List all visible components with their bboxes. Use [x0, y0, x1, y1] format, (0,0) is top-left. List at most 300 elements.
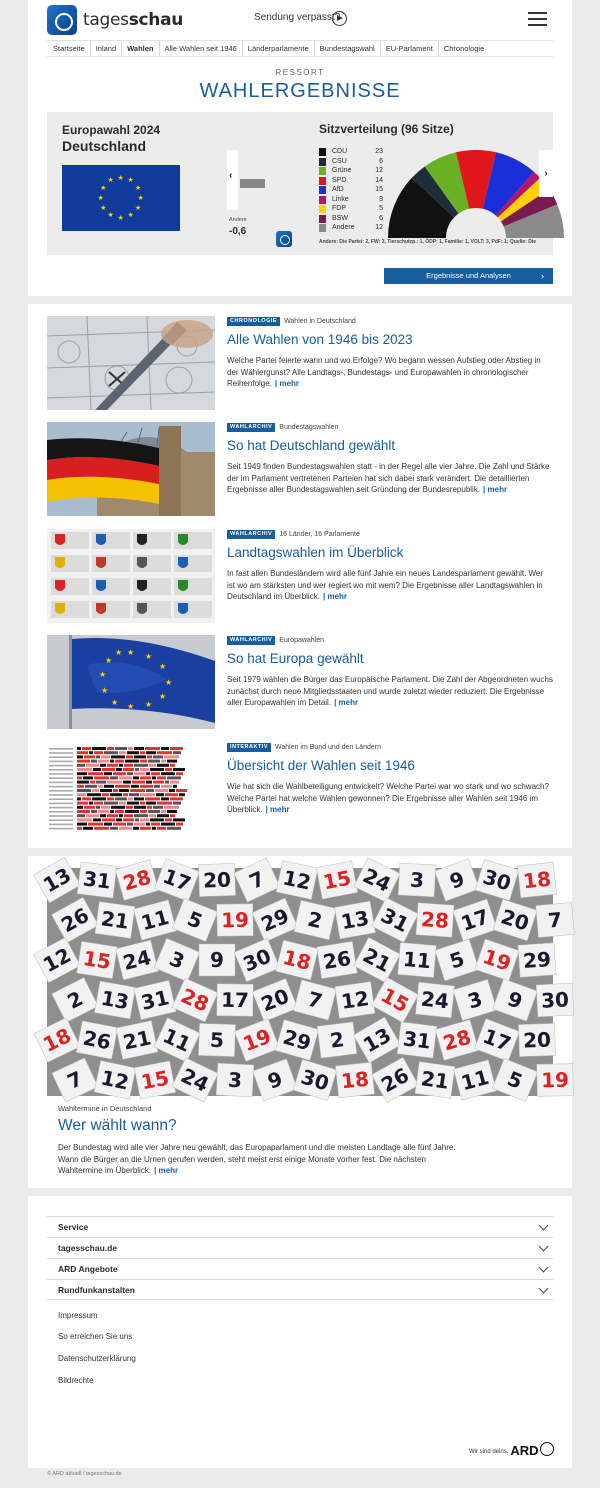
legend-party-name: Andere: [332, 224, 355, 231]
subnav-chronologie[interactable]: Chronologie: [443, 44, 485, 53]
coat-of-arms-icon: [55, 534, 65, 545]
svg-text:★: ★: [145, 652, 153, 661]
calendar-sheet: [198, 863, 235, 896]
row-segment-mark: [115, 785, 130, 788]
accordion-ard-angebote[interactable]: ARD Angebote: [47, 1258, 553, 1279]
bigcard-text: Der Bundestag wird alle vier Jahre neu gewählt, das Europaparlament und die meisten Landtage alle fünf Jahre. Wann die Bürger an die Urnen gerufen werden, steht meist erst einige Monate vorher fest. Die nächsten Wahltermine im Überblick.: [58, 1143, 456, 1175]
svg-text:21: 21: [99, 906, 131, 934]
row-segment-mark: [77, 785, 84, 788]
svg-text:26: 26: [81, 1025, 113, 1055]
row-segment-mark: [161, 823, 175, 826]
ard-one-icon: [540, 1442, 554, 1456]
election-widget[interactable]: [47, 112, 553, 255]
row-segment-mark: [77, 751, 88, 754]
row-segment-mark: [156, 793, 164, 796]
footer-link-kontakt[interactable]: So erreichen Sie uns: [58, 1332, 133, 1341]
svg-text:21: 21: [120, 1025, 154, 1055]
row-segment-mark: [152, 776, 156, 779]
row-segment-mark: [119, 776, 132, 779]
row-segment-mark: [115, 810, 124, 813]
calendar-sheet: [317, 941, 358, 978]
svg-text:21: 21: [359, 942, 395, 978]
legend-seat-count: 15: [375, 186, 383, 193]
row-label-mark: [49, 807, 73, 809]
svg-text:18: 18: [521, 866, 553, 894]
svg-text:9: 9: [446, 866, 468, 894]
row-segment-mark: [170, 747, 183, 750]
row-segment-mark: [127, 772, 133, 775]
row-segment-mark: [140, 751, 145, 754]
row-segment-mark: [161, 772, 175, 775]
row-segment-mark: [147, 806, 152, 809]
legend-swatch: [319, 186, 326, 194]
svg-text:2: 2: [305, 906, 325, 934]
row-segment-mark: [140, 793, 155, 796]
chevron-down-icon[interactable]: [539, 1263, 549, 1273]
svg-text:12: 12: [98, 1065, 132, 1095]
legend-row-cdu: [319, 147, 383, 157]
svg-text:20: 20: [498, 904, 532, 936]
svg-text:★: ★: [145, 700, 153, 709]
row-segment-mark: [124, 764, 133, 767]
star-icon: ★: [117, 214, 124, 222]
calendar-sheet: [415, 1062, 455, 1099]
accordion-tagesschau[interactable]: tagesschau.de: [47, 1237, 553, 1258]
article-tag: WAHLARCHIV: [227, 423, 275, 432]
row-label-mark: [49, 756, 73, 758]
article-teaser[interactable]: [47, 529, 553, 625]
row-segment-mark: [93, 818, 101, 821]
legend-swatch: [319, 177, 326, 185]
bigcard-title[interactable]: Wer wählt wann?: [58, 1117, 177, 1134]
row-segment-mark: [164, 806, 179, 809]
row-segment-mark: [134, 755, 146, 758]
svg-text:20: 20: [522, 1027, 552, 1053]
row-segment-mark: [90, 781, 95, 784]
star-icon: ★: [100, 204, 107, 212]
row-segment-mark: [77, 802, 88, 805]
row-segment-mark: [100, 789, 112, 792]
mehr-link[interactable]: | mehr: [265, 805, 290, 814]
row-segment-mark: [123, 818, 134, 821]
eu-flag-image[interactable]: [47, 635, 215, 729]
article-text: Wie hat sich die Wahlbeteiligung entwickelt? Welche Partei war wo stark und wo schwach? Welche Partei hat welche Wahlen gewonnen? Die Ergebnisse aller Wahlen seit 1946 im Überblick.: [227, 782, 549, 814]
andere-bar: [240, 179, 265, 188]
row-segment-mark: [77, 818, 92, 821]
row-segment-mark: [153, 806, 163, 809]
row-segment-mark: [146, 823, 150, 826]
row-segment-mark: [152, 827, 156, 830]
row-segment-mark: [167, 776, 181, 779]
footer-link-impressum[interactable]: Impressum: [58, 1311, 98, 1320]
row-segment-mark: [85, 785, 97, 788]
ard-logo[interactable]: Wir sind deins. ARD: [469, 1442, 554, 1458]
footer-link-bildrechte[interactable]: Bildrechte: [58, 1376, 94, 1385]
svg-text:★: ★: [105, 656, 113, 665]
svg-text:2: 2: [328, 1027, 346, 1053]
row-segment-mark: [113, 772, 126, 775]
row-segment-mark: [104, 823, 112, 826]
row-segment-mark: [161, 760, 166, 763]
row-segment-mark: [110, 760, 114, 763]
tagesschau-logo-icon[interactable]: [47, 5, 77, 35]
mehr-link[interactable]: | mehr: [274, 379, 299, 388]
row-segment-mark: [140, 827, 151, 830]
row-segment-mark: [127, 751, 139, 754]
svg-text:5: 5: [209, 1027, 225, 1053]
svg-text:19: 19: [540, 1067, 570, 1093]
accordion-service[interactable]: Service: [47, 1216, 553, 1237]
subnav-startseite[interactable]: Startseite: [47, 41, 91, 56]
row-segment-mark: [110, 776, 118, 779]
row-segment-mark: [77, 823, 87, 826]
row-segment-mark: [115, 747, 127, 750]
reichstag-flag-image[interactable]: [47, 422, 215, 516]
row-segment-mark: [116, 768, 122, 771]
calendar-sheet: [537, 1064, 574, 1097]
legend-swatch: [319, 158, 326, 166]
ressort-label: RESSORT: [275, 68, 325, 77]
row-segment-mark: [179, 793, 185, 796]
row-segment-mark: [173, 802, 181, 805]
subnav-eu-parlament[interactable]: EU-Parlament: [381, 41, 439, 56]
coat-of-arms-icon: [137, 580, 147, 591]
row-segment-mark: [94, 751, 103, 754]
row-segment-mark: [140, 776, 151, 779]
row-segment-mark: [89, 802, 93, 805]
calendar-sheet: [415, 982, 454, 1018]
page-title: WAHLERGEBNISSE: [199, 80, 401, 102]
mehr-link[interactable]: | mehr: [154, 1166, 179, 1175]
sendung-verpasst-link[interactable]: Sendung verpasst?: [254, 12, 341, 23]
article-title[interactable]: So hat Deutschland gewählt: [227, 438, 396, 453]
row-segment-mark: [151, 772, 160, 775]
star-icon: ★: [127, 211, 134, 219]
calendar-sheet: [94, 981, 135, 1019]
chevron-down-icon[interactable]: [539, 1242, 549, 1252]
row-segment-mark: [77, 827, 82, 830]
legend-party-name: AfD: [332, 186, 344, 193]
subnav-bundestagswahl[interactable]: Bundestagswahl: [315, 41, 381, 56]
row-segment-mark: [119, 789, 129, 792]
ergebnisse-analysen-button[interactable]: [384, 268, 553, 284]
article-text: Seit 1979 wählen die Bürger das Europäische Parlament. Die Zahl der Abgeordneten wuchs zunächst durch neue Mitgliedsstaaten und wurde zuletzt wieder reduziert. Die Ergebnisse aller Europawahlen im Detail.: [227, 675, 553, 707]
ballot-image[interactable]: [47, 316, 215, 410]
row-segment-mark: [107, 797, 114, 800]
article-meta: Wahlen im Bund und den Ländern: [275, 744, 381, 751]
calendar-sheet: [398, 863, 436, 897]
calendar-numbers-image[interactable]: [38, 862, 570, 1098]
row-segment-mark: [157, 776, 166, 779]
row-segment-mark: [123, 768, 134, 771]
chevron-down-icon[interactable]: [539, 1221, 549, 1231]
row-segment-mark: [146, 781, 152, 784]
legend-row-grüne: [319, 166, 383, 176]
legend-row-spd: [319, 176, 383, 186]
row-segment-mark: [173, 785, 177, 788]
article-title[interactable]: Landtagswahlen im Überblick: [227, 545, 404, 560]
svg-text:24: 24: [177, 1063, 213, 1097]
svg-text:26: 26: [321, 945, 353, 975]
row-segment-mark: [93, 768, 101, 771]
calendar-sheet: [217, 984, 254, 1017]
calendar-sheet: [199, 944, 235, 976]
mehr-link[interactable]: | mehr: [334, 698, 359, 707]
row-segment-mark: [126, 806, 133, 809]
svg-text:31: 31: [81, 866, 113, 894]
play-icon[interactable]: [332, 11, 347, 26]
calendar-sheet: [198, 1023, 235, 1056]
legend-swatch: [319, 224, 326, 232]
star-icon: ★: [97, 194, 104, 202]
legend-party-name: FDP: [332, 205, 346, 212]
svg-text:3: 3: [464, 986, 486, 1014]
bigcard-meta: Wahltermine in Deutschland: [58, 1104, 152, 1113]
row-segment-mark: [123, 781, 131, 784]
star-icon: ★: [107, 211, 114, 219]
row-segment-mark: [88, 823, 103, 826]
svg-text:28: 28: [440, 1024, 474, 1056]
svg-text:3: 3: [227, 1067, 243, 1093]
star-icon: ★: [134, 204, 142, 212]
row-segment-mark: [91, 810, 97, 813]
row-segment-mark: [104, 802, 118, 805]
svg-text:★: ★: [165, 678, 173, 687]
subnav-alle-wahlen[interactable]: Alle Wahlen seit 1946: [160, 41, 243, 56]
row-segment-mark: [133, 827, 139, 830]
row-segment-mark: [77, 793, 86, 796]
row-label-mark: [49, 773, 73, 775]
article-meta: 16 Länder, 16 Parlamente: [279, 531, 360, 538]
row-segment-mark: [127, 802, 139, 805]
svg-text:28: 28: [420, 907, 450, 933]
accordion-rundfunkanstalten[interactable]: Rundfunkanstalten: [47, 1279, 553, 1300]
star-icon: ★: [117, 174, 124, 182]
legend-seat-count: 5: [379, 205, 383, 212]
row-segment-mark: [125, 760, 139, 763]
svg-text:19: 19: [220, 907, 250, 933]
row-label-mark: [49, 761, 73, 763]
row-segment-mark: [110, 793, 122, 796]
coat-of-arms-icon: [178, 534, 188, 545]
svg-text:31: 31: [377, 902, 413, 938]
widget-subtitle: Deutschland: [62, 138, 147, 154]
star-icon: ★: [127, 177, 134, 185]
row-segment-mark: [140, 802, 145, 805]
article-title[interactable]: So hat Europa gewählt: [227, 651, 364, 666]
row-segment-mark: [86, 764, 99, 767]
row-segment-mark: [157, 814, 169, 817]
svg-text:13: 13: [38, 862, 76, 898]
calendar-sheet: [216, 1063, 254, 1097]
svg-text:11: 11: [402, 946, 432, 974]
chevron-right-icon: ›: [541, 271, 544, 281]
row-segment-mark: [148, 760, 160, 763]
sitzverteilung-title: Sitzverteilung (96 Sitze): [319, 122, 454, 136]
article-tag: WAHLARCHIV: [227, 530, 275, 539]
mehr-link[interactable]: | mehr: [483, 485, 508, 494]
row-segment-mark: [176, 789, 187, 792]
chevron-down-icon[interactable]: [539, 1284, 549, 1294]
row-segment-mark: [146, 802, 156, 805]
row-segment-mark: [157, 751, 172, 754]
svg-text:3: 3: [165, 946, 189, 974]
coat-of-arms-icon: [55, 557, 65, 568]
svg-text:18: 18: [280, 944, 314, 976]
row-segment-mark: [84, 755, 95, 758]
row-segment-mark: [110, 827, 118, 830]
row-segment-mark: [119, 764, 123, 767]
row-segment-mark: [102, 768, 115, 771]
article-teaser[interactable]: [47, 316, 553, 412]
row-segment-mark: [161, 747, 169, 750]
hamburger-icon[interactable]: [528, 12, 547, 26]
subnav-laenderparlamente[interactable]: Länderparlamente: [243, 41, 315, 56]
star-icon: ★: [107, 177, 114, 185]
row-label-mark: [49, 824, 73, 826]
svg-text:13: 13: [358, 1022, 396, 1058]
svg-text:29: 29: [257, 903, 293, 937]
row-segment-mark: [151, 823, 160, 826]
row-segment-mark: [170, 797, 183, 800]
legend-row-linke: [319, 195, 383, 205]
row-segment-mark: [92, 789, 99, 792]
row-segment-mark: [94, 776, 109, 779]
row-segment-mark: [134, 823, 145, 826]
svg-text:★: ★: [127, 648, 135, 657]
svg-text:17: 17: [479, 1023, 515, 1057]
row-label-mark: [49, 790, 73, 792]
row-segment-mark: [134, 814, 148, 817]
row-segment-mark: [83, 776, 93, 779]
row-segment-mark: [104, 751, 118, 754]
row-segment-mark: [165, 781, 169, 784]
svg-text:29: 29: [522, 947, 552, 973]
row-segment-mark: [155, 789, 168, 792]
legend-party-name: CDU: [332, 148, 348, 155]
row-segment-mark: [102, 818, 115, 821]
row-segment-mark: [134, 797, 144, 800]
coat-of-arms-icon: [96, 557, 106, 568]
legend-row-afd: [319, 185, 383, 195]
row-segment-mark: [145, 797, 160, 800]
legend-party-name: Grüne: [332, 167, 352, 174]
row-segment-mark: [84, 806, 95, 809]
article-teaser[interactable]: [47, 422, 553, 518]
row-segment-mark: [134, 806, 146, 809]
logo-text[interactable]: tagesschau: [83, 10, 184, 30]
row-segment-mark: [82, 747, 91, 750]
row-segment-mark: [104, 785, 114, 788]
row-segment-mark: [169, 789, 175, 792]
legend-row-andere: [319, 223, 383, 233]
coat-of-arms-icon: [137, 534, 147, 545]
row-label-mark: [49, 782, 73, 784]
chevron-left-icon[interactable]: ‹: [229, 170, 233, 181]
row-label-mark: [49, 798, 73, 800]
svg-text:★: ★: [101, 686, 109, 695]
legend-swatch: [319, 215, 326, 223]
row-segment-mark: [119, 751, 126, 754]
row-segment-mark: [77, 760, 90, 763]
state-coats-of-arms-image[interactable]: [47, 529, 215, 623]
svg-text:3: 3: [409, 867, 425, 893]
svg-text:12: 12: [39, 942, 75, 978]
legend-seat-count: 3: [379, 195, 383, 203]
legend-party-name: CSU: [332, 157, 347, 165]
row-segment-mark: [92, 797, 106, 800]
sub-navigation: [47, 40, 553, 57]
svg-text:31: 31: [138, 985, 172, 1015]
row-segment-mark: [101, 806, 110, 809]
election-overview-graphic[interactable]: [47, 742, 215, 836]
row-segment-mark: [134, 772, 145, 775]
row-segment-mark: [77, 772, 87, 775]
row-segment-mark: [83, 827, 93, 830]
row-segment-mark: [77, 806, 83, 809]
footer-card: [28, 1196, 572, 1468]
svg-text:9: 9: [504, 986, 526, 1014]
svg-text:12: 12: [339, 986, 371, 1014]
svg-text:18: 18: [39, 1023, 75, 1057]
row-segment-mark: [131, 785, 139, 788]
legend-seat-count: 6: [379, 214, 383, 222]
row-segment-mark: [107, 747, 114, 750]
subnav-inland[interactable]: Inland: [91, 41, 122, 56]
row-segment-mark: [165, 768, 172, 771]
svg-text:18: 18: [339, 1066, 371, 1094]
row-segment-mark: [146, 789, 154, 792]
svg-text:30: 30: [239, 943, 275, 977]
svg-text:5: 5: [504, 1066, 526, 1094]
article-list-card: [28, 304, 572, 848]
legend-party-name: BSW: [332, 214, 348, 222]
svg-text:20: 20: [202, 867, 232, 893]
subnav-wahlen[interactable]: Wahlen: [122, 41, 159, 56]
article-title[interactable]: Übersicht der Wahlen seit 1946: [227, 758, 415, 773]
row-label-mark: [49, 777, 73, 779]
chevron-right-icon[interactable]: ›: [539, 150, 553, 197]
article-teaser[interactable]: [47, 635, 553, 731]
row-segment-mark: [161, 797, 169, 800]
row-segment-mark: [140, 810, 147, 813]
svg-text:13: 13: [99, 985, 131, 1015]
article-teaser[interactable]: [47, 742, 553, 838]
row-segment-mark: [77, 814, 85, 817]
footer-link-datenschutz[interactable]: Datenschutzerklärung: [58, 1354, 136, 1363]
svg-text:7: 7: [547, 907, 563, 933]
svg-text:12: 12: [280, 865, 314, 895]
legend-swatch: [319, 205, 326, 213]
svg-text:5: 5: [184, 906, 206, 934]
row-segment-mark: [148, 810, 160, 813]
copyright: © ARD aktuell / tagesschau.de: [47, 1471, 122, 1477]
wahltermine-card[interactable]: [28, 856, 572, 1188]
svg-text:★: ★: [159, 662, 167, 671]
row-segment-mark: [92, 747, 106, 750]
article-title[interactable]: Alle Wahlen von 1946 bis 2023: [227, 332, 413, 347]
row-segment-mark: [101, 755, 110, 758]
row-segment-mark: [170, 781, 179, 784]
calendar-sheet: [77, 941, 118, 978]
row-segment-mark: [119, 814, 123, 817]
row-segment-mark: [176, 823, 183, 826]
mehr-link[interactable]: | mehr: [322, 592, 347, 601]
svg-text:13: 13: [339, 905, 371, 935]
article-tag: INTERAKTIV: [227, 743, 271, 752]
row-segment-mark: [135, 768, 139, 771]
svg-text:11: 11: [159, 1023, 195, 1057]
